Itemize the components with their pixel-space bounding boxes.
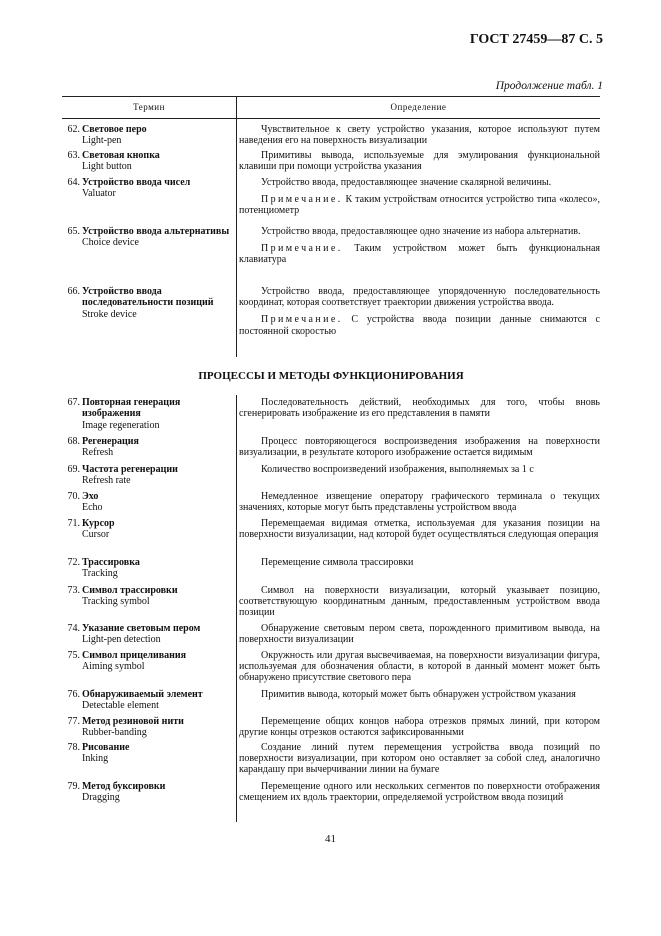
term-number: 76. <box>67 689 80 700</box>
definition-text: Создание линий путем перемещения устройства ввода позиций по поверхности визуализации, при котором оно оставляет за собой след, аналогично карандашу при вычерчивании линии на бумаге <box>239 742 600 776</box>
term-number: 62. <box>67 124 80 135</box>
term-number: 68. <box>67 436 80 447</box>
term-russian: Устройство ввода последовательности позиций <box>82 286 214 309</box>
definition-text: Перемещение общих концов набора отрезков прямых линий, при котором другие концы отрезков остаются зафиксированными <box>239 716 600 739</box>
definition-text: Примитив вывода, который может быть обнаружен устройством указания <box>261 689 576 700</box>
column-header-definition: Определение <box>390 102 447 112</box>
definition-text: Обнаружение световым пером света, порожденного примитивом вывода, на поверхности визуализации <box>239 623 600 646</box>
term-russian: Рисование <box>82 742 130 753</box>
definition-cell <box>239 226 600 266</box>
term-number: 77. <box>67 716 80 727</box>
definition-text: Устройство ввода, предоставляющее одно значение из набора альтернатив. <box>261 226 581 237</box>
definition-text: Примитивы вывода, используемые для эмулирования функциональной клавиши при помощи устройства указания <box>239 150 600 173</box>
definition-text: Чувствительное к свету устройство указания, которое используют путем наведения его на поверхность визуализации <box>239 124 600 147</box>
note-text: С устройства ввода позиции данные снимаются с постоянной скоростью <box>239 314 600 337</box>
definition-cell <box>239 177 600 217</box>
term-number: 63. <box>67 150 80 161</box>
term-english: Refresh <box>82 447 114 458</box>
column-header-term: Термин <box>133 102 165 112</box>
term-number: 70. <box>67 491 80 502</box>
term-russian: Обнаруживаемый элемент <box>82 689 203 700</box>
term-number: 79. <box>67 781 80 792</box>
term-russian: Устройство ввода чисел <box>82 177 191 188</box>
note-text: К таким устройствам относится устройство типа «колесо», потенциометр <box>239 194 600 217</box>
term-english: Image regeneration <box>82 420 160 431</box>
term-number: 66. <box>67 286 80 297</box>
term-english: Valuator <box>82 188 116 199</box>
note-label: Примечание. <box>261 243 343 255</box>
term-russian: Метод резиновой нити <box>82 716 184 727</box>
definition-cell <box>239 397 600 419</box>
term-number: 72. <box>67 557 80 568</box>
term-english: Aiming symbol <box>82 661 145 672</box>
term-english: Light button <box>82 161 132 172</box>
definition-cell <box>239 436 600 458</box>
term-english: Detectable element <box>82 700 159 711</box>
table-continuation-label: Продолжение табл. 1 <box>495 80 603 92</box>
term-number: 69. <box>67 464 80 475</box>
term-russian: Курсор <box>82 518 115 529</box>
definition-cell <box>239 491 600 513</box>
term-russian: Эхо <box>82 491 99 502</box>
term-russian: Регенерация <box>82 436 139 447</box>
definition-cell <box>239 623 600 645</box>
term-english: Inking <box>82 753 109 764</box>
term-english: Light-pen detection <box>82 634 161 645</box>
term-english: Light-pen <box>82 135 122 146</box>
term-number: 73. <box>67 585 80 596</box>
term-english: Rubber-banding <box>82 727 147 738</box>
definition-note <box>239 314 600 336</box>
definition-cell <box>239 518 600 540</box>
note-label: Примечание. <box>261 314 343 326</box>
definition-text: Последовательность действий, необходимых для того, чтобы вновь сгенерировать изображение из его представления в памяти <box>239 397 600 420</box>
term-russian: Указание световым пером <box>82 623 201 634</box>
term-english: Echo <box>82 502 103 513</box>
definition-cell <box>239 557 600 568</box>
definition-cell <box>239 716 600 738</box>
term-russian: Символ прицеливания <box>82 650 187 661</box>
term-english: Tracking symbol <box>82 596 150 607</box>
term-russian: Трассировка <box>82 557 140 568</box>
definition-cell <box>239 150 600 172</box>
term-russian: Световая кнопка <box>82 150 160 161</box>
term-number: 74. <box>67 623 80 634</box>
definition-text: Устройство ввода, предоставляющее упорядоченную последовательность координат, которая соответствует траектории движения устройства ввода. <box>239 286 600 309</box>
definition-text: Символ на поверхности визуализации, который указывает позицию, соответствующую координатным данным, предоставленным устройством ввода позиции <box>239 585 600 619</box>
term-russian: Световое перо <box>82 124 147 135</box>
term-english: Dragging <box>82 792 120 803</box>
term-russian: Повторная генерация изображения <box>82 397 181 420</box>
definition-text: Количество воспроизведений изображения, выполняемых за 1 с <box>261 464 534 475</box>
document-header: ГОСТ 27459—87 С. 5 <box>469 32 603 47</box>
term-english: Stroke device <box>82 309 137 320</box>
definition-note <box>239 243 600 265</box>
definition-cell <box>239 650 600 684</box>
definition-text: Немедленное извещение оператору графического терминала о текущих значениях, которые могут быть представлены устройством ввода <box>239 491 600 514</box>
term-number: 75. <box>67 650 80 661</box>
definition-cell <box>239 585 600 619</box>
definition-cell <box>239 286 600 337</box>
definition-cell <box>239 689 600 700</box>
definition-cell <box>239 742 600 776</box>
term-number: 67. <box>67 397 80 408</box>
section-title: ПРОЦЕССЫ И МЕТОДЫ ФУНКЦИОНИРОВАНИЯ <box>198 370 464 382</box>
term-russian: Устройство ввода альтернативы <box>82 226 230 237</box>
definition-text: Окружность или другая высвечиваемая, на поверхности визуализации фигура, используемая для обозначения области, в которой в данный момент может быть обнаружено присутствие светового пера <box>239 650 600 684</box>
definition-text: Перемещаемая видимая отметка, используемая для указания позиции на поверхности визуализации, над которой будет осуществляться следующая операция <box>239 518 600 541</box>
term-number: 65. <box>67 226 80 237</box>
term-number: 64. <box>67 177 80 188</box>
term-russian: Метод буксировки <box>82 781 166 792</box>
definition-text: Перемещение одного или нескольких сегментов по поверхности отображения смещением их вдоль траектории, определяемой устройством ввода позиций <box>239 781 600 804</box>
term-english: Refresh rate <box>82 475 131 486</box>
page-number: 41 <box>325 833 336 845</box>
definition-text: Перемещение символа трассировки <box>261 557 414 568</box>
definition-cell <box>239 781 600 803</box>
term-english: Tracking <box>82 568 118 579</box>
definition-text: Процесс повторяющегося воспроизведения изображения на поверхности визуализации, в результате которого изображение остается видимым <box>239 436 600 459</box>
term-english: Cursor <box>82 529 110 540</box>
note-text: Таким устройством может быть функциональная клавиатура <box>239 243 600 266</box>
term-number: 78. <box>67 742 80 753</box>
note-label: Примечание. <box>261 194 343 206</box>
definition-cell <box>239 464 600 475</box>
term-english: Choice device <box>82 237 139 248</box>
term-number: 71. <box>67 518 80 529</box>
definition-text: Устройство ввода, предоставляющее значение скалярной величины. <box>261 177 552 188</box>
term-russian: Символ трассировки <box>82 585 178 596</box>
definition-cell <box>239 124 600 146</box>
definition-note <box>239 194 600 216</box>
term-russian: Частота регенерации <box>82 464 178 475</box>
table-header-rule <box>62 118 600 119</box>
